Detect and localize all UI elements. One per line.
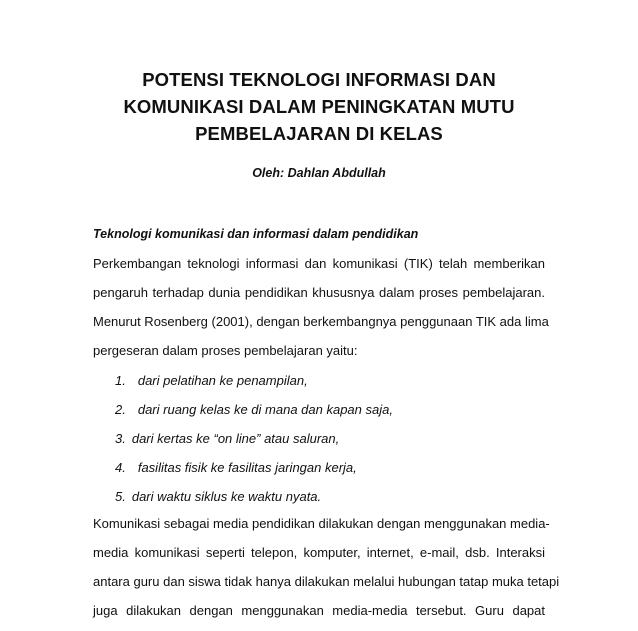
paragraph-line: Menurut Rosenberg (2001), dengan berkembangnya penggunaan TIK ada lima: [93, 314, 549, 329]
paragraph-line: juga dilakukan dengan menggunakan media-media tersebut. Guru dapat: [93, 603, 545, 618]
paragraph-line: Perkembangan teknologi informasi dan komunikasi (TIK) telah memberikan: [93, 256, 545, 271]
title-line: POTENSI TEKNOLOGI INFORMASI DAN: [142, 69, 496, 90]
author-byline: Oleh: Dahlan Abdullah: [252, 166, 386, 180]
list-text: dari kertas ke “on line” atau saluran,: [131, 431, 340, 446]
paragraph-line: pergeseran dalam proses pembelajaran yaitu:: [93, 343, 358, 358]
numbered-list: [115, 372, 393, 517]
list-text: dari ruang kelas ke di mana dan kapan saja,: [137, 402, 393, 417]
list-item: [115, 459, 393, 488]
paragraph-line: Komunikasi sebagai media pendidikan dilakukan dengan menggunakan media-: [93, 516, 550, 531]
list-number: 5.: [115, 489, 126, 504]
list-text: dari pelatihan ke penampilan,: [137, 373, 308, 388]
paragraph-line: media komunikasi seperti telepon, komputer, internet, e-mail, dsb. Interaksi: [93, 545, 545, 560]
list-item: [115, 372, 393, 401]
list-number: 3.: [115, 431, 126, 446]
paragraph-2: [93, 515, 560, 631]
list-item: [115, 401, 393, 430]
list-number: 1.: [115, 373, 126, 388]
list-text: fasilitas fisik ke fasilitas jaringan kerja,: [137, 460, 357, 475]
list-item: [115, 430, 393, 459]
document-title: [0, 66, 638, 147]
list-text: dari waktu siklus ke waktu nyata.: [131, 489, 322, 504]
paragraph-line: antara guru dan siswa tidak hanya dilakukan melalui hubungan tatap muka tetapi: [93, 574, 560, 589]
list-number: 4.: [115, 460, 126, 475]
list-item: [115, 488, 393, 517]
paragraph-1: [93, 255, 549, 371]
section-heading: Teknologi komunikasi dan informasi dalam pendidikan: [93, 227, 419, 241]
list-number: 2.: [115, 402, 126, 417]
title-line: PEMBELAJARAN DI KELAS: [195, 123, 443, 144]
title-line: KOMUNIKASI DALAM PENINGKATAN MUTU: [123, 96, 515, 117]
paragraph-line: pengaruh terhadap dunia pendidikan khususnya dalam proses pembelajaran.: [93, 285, 545, 300]
